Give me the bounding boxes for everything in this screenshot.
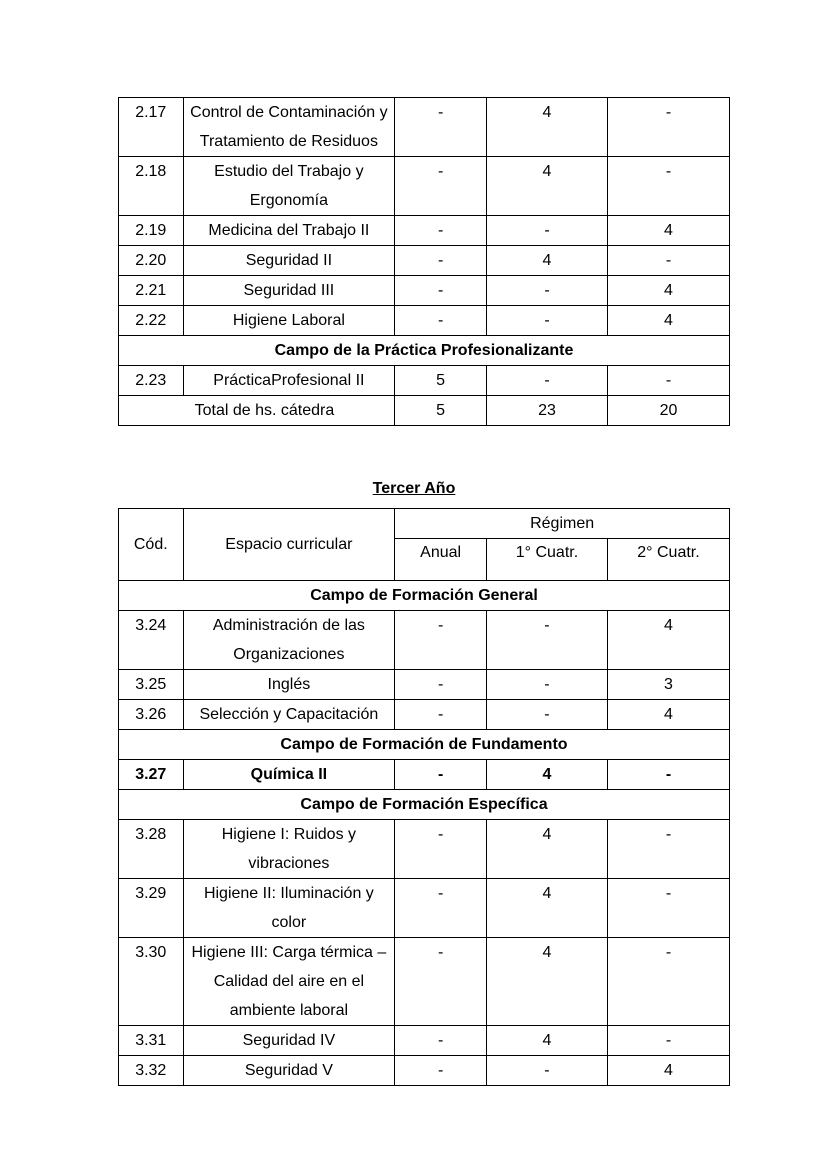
section-title-tercer-ano: Tercer Año — [372, 480, 456, 497]
table-row — [119, 276, 730, 306]
cuatr2-cell: 4 — [607, 216, 729, 246]
espacio-cell: Control de Contaminación y Tratamiento de Residuos — [183, 98, 395, 157]
cod-cell: 3.30 — [119, 938, 184, 1026]
section-row — [119, 790, 730, 820]
table-row — [119, 366, 730, 396]
section-heading-fundamento: Campo de Formación de Fundamento — [119, 730, 730, 760]
cod-cell: 3.25 — [119, 670, 184, 700]
anual-cell: 5 — [395, 366, 487, 396]
espacio-cell: Seguridad IV — [183, 1026, 395, 1056]
espacio-cell: Higiene III: Carga térmica – Calidad del aire en el ambiente laboral — [183, 938, 395, 1026]
cod-cell: 3.29 — [119, 879, 184, 938]
section-heading-especifica: Campo de Formación Específica — [119, 790, 730, 820]
table-row — [119, 216, 730, 246]
header-cod: Cód. — [119, 509, 184, 581]
espacio-cell: Medicina del Trabajo II — [183, 216, 395, 246]
cuatr2-cell: - — [607, 1026, 729, 1056]
cuatr2-cell: - — [607, 820, 729, 879]
header-regimen: Régimen — [395, 509, 730, 539]
cuatr1-cell: - — [486, 306, 607, 336]
cuatr1-cell: - — [486, 1056, 607, 1086]
cod-cell: 3.31 — [119, 1026, 184, 1056]
table-row — [119, 670, 730, 700]
espacio-cell: Higiene II: Iluminación y color — [183, 879, 395, 938]
table-row — [119, 246, 730, 276]
anual-cell: - — [395, 157, 487, 216]
cuatr1-cell: - — [486, 670, 607, 700]
cuatr2-cell: 4 — [607, 611, 729, 670]
cod-cell: 3.32 — [119, 1056, 184, 1086]
anual-cell: - — [395, 670, 487, 700]
espacio-cell: Higiene I: Ruidos y vibraciones — [183, 820, 395, 879]
cuatr1-cell: 4 — [486, 760, 607, 790]
cuatr2-cell: - — [607, 366, 729, 396]
cod-cell: 2.20 — [119, 246, 184, 276]
plan-table-tercer-ano — [118, 508, 730, 1086]
anual-cell: - — [395, 306, 487, 336]
cuatr1-cell: - — [486, 700, 607, 730]
section-heading-general: Campo de Formación General — [119, 581, 730, 611]
cuatr1-cell: 4 — [486, 1026, 607, 1056]
header-espacio: Espacio curricular — [183, 509, 395, 581]
cod-cell: 3.26 — [119, 700, 184, 730]
espacio-cell: Seguridad III — [183, 276, 395, 306]
cuatr2-cell: - — [607, 879, 729, 938]
total-anual: 5 — [395, 396, 487, 426]
cuatr2-cell: - — [607, 246, 729, 276]
anual-cell: - — [395, 276, 487, 306]
cod-cell: 2.23 — [119, 366, 184, 396]
plan-table-segundo-ano — [118, 97, 730, 426]
espacio-cell: Seguridad V — [183, 1056, 395, 1086]
table-row — [119, 1026, 730, 1056]
espacio-cell: Selección y Capacitación — [183, 700, 395, 730]
total-row — [119, 396, 730, 426]
section-row — [119, 581, 730, 611]
table-row — [119, 98, 730, 157]
cuatr2-cell: - — [607, 760, 729, 790]
cuatr2-cell: 3 — [607, 670, 729, 700]
anual-cell: - — [395, 611, 487, 670]
cod-cell: 2.22 — [119, 306, 184, 336]
header-anual: Anual — [395, 539, 487, 581]
cuatr2-cell: 4 — [607, 306, 729, 336]
espacio-cell: Seguridad II — [183, 246, 395, 276]
total-cuatr1: 23 — [486, 396, 607, 426]
cod-cell: 3.24 — [119, 611, 184, 670]
anual-cell: - — [395, 879, 487, 938]
cuatr1-cell: - — [486, 611, 607, 670]
section-row — [119, 730, 730, 760]
espacio-cell: Administración de las Organizaciones — [183, 611, 395, 670]
cuatr1-cell: - — [486, 216, 607, 246]
cuatr2-cell: 4 — [607, 1056, 729, 1086]
header-cuatr1: 1° Cuatr. — [486, 539, 607, 581]
espacio-cell: PrácticaProfesional II — [183, 366, 395, 396]
table-row — [119, 879, 730, 938]
cuatr2-cell: 4 — [607, 276, 729, 306]
cod-cell: 2.21 — [119, 276, 184, 306]
table-row — [119, 700, 730, 730]
table-row — [119, 157, 730, 216]
cuatr2-cell: - — [607, 938, 729, 1026]
anual-cell: - — [395, 820, 487, 879]
espacio-cell: Química II — [183, 760, 395, 790]
cod-cell: 2.18 — [119, 157, 184, 216]
anual-cell: - — [395, 98, 487, 157]
header-cuatr2: 2° Cuatr. — [607, 539, 729, 581]
cuatr2-cell: - — [607, 98, 729, 157]
anual-cell: - — [395, 246, 487, 276]
total-label: Total de hs. cátedra — [119, 396, 395, 426]
espacio-cell: Estudio del Trabajo y Ergonomía — [183, 157, 395, 216]
cod-cell: 3.28 — [119, 820, 184, 879]
section-row — [119, 336, 730, 366]
cuatr1-cell: 4 — [486, 98, 607, 157]
anual-cell: - — [395, 1026, 487, 1056]
table-row — [119, 306, 730, 336]
table-row — [119, 938, 730, 1026]
cuatr2-cell: 4 — [607, 700, 729, 730]
table-row — [119, 611, 730, 670]
cuatr1-cell: 4 — [486, 820, 607, 879]
cuatr1-cell: 4 — [486, 157, 607, 216]
header-row — [119, 509, 730, 539]
cod-cell: 2.19 — [119, 216, 184, 246]
table-row — [119, 820, 730, 879]
cuatr1-cell: 4 — [486, 879, 607, 938]
anual-cell: - — [395, 700, 487, 730]
cuatr1-cell: - — [486, 366, 607, 396]
table-row — [119, 1056, 730, 1086]
anual-cell: - — [395, 1056, 487, 1086]
table-row — [119, 760, 730, 790]
espacio-cell: Higiene Laboral — [183, 306, 395, 336]
total-cuatr2: 20 — [607, 396, 729, 426]
espacio-cell: Inglés — [183, 670, 395, 700]
section-heading-practica: Campo de la Práctica Profesionalizante — [119, 336, 730, 366]
cod-cell: 3.27 — [119, 760, 184, 790]
anual-cell: - — [395, 216, 487, 246]
anual-cell: - — [395, 760, 487, 790]
anual-cell: - — [395, 938, 487, 1026]
cuatr2-cell: - — [607, 157, 729, 216]
cuatr1-cell: 4 — [486, 938, 607, 1026]
cuatr1-cell: - — [486, 276, 607, 306]
cod-cell: 2.17 — [119, 98, 184, 157]
cuatr1-cell: 4 — [486, 246, 607, 276]
